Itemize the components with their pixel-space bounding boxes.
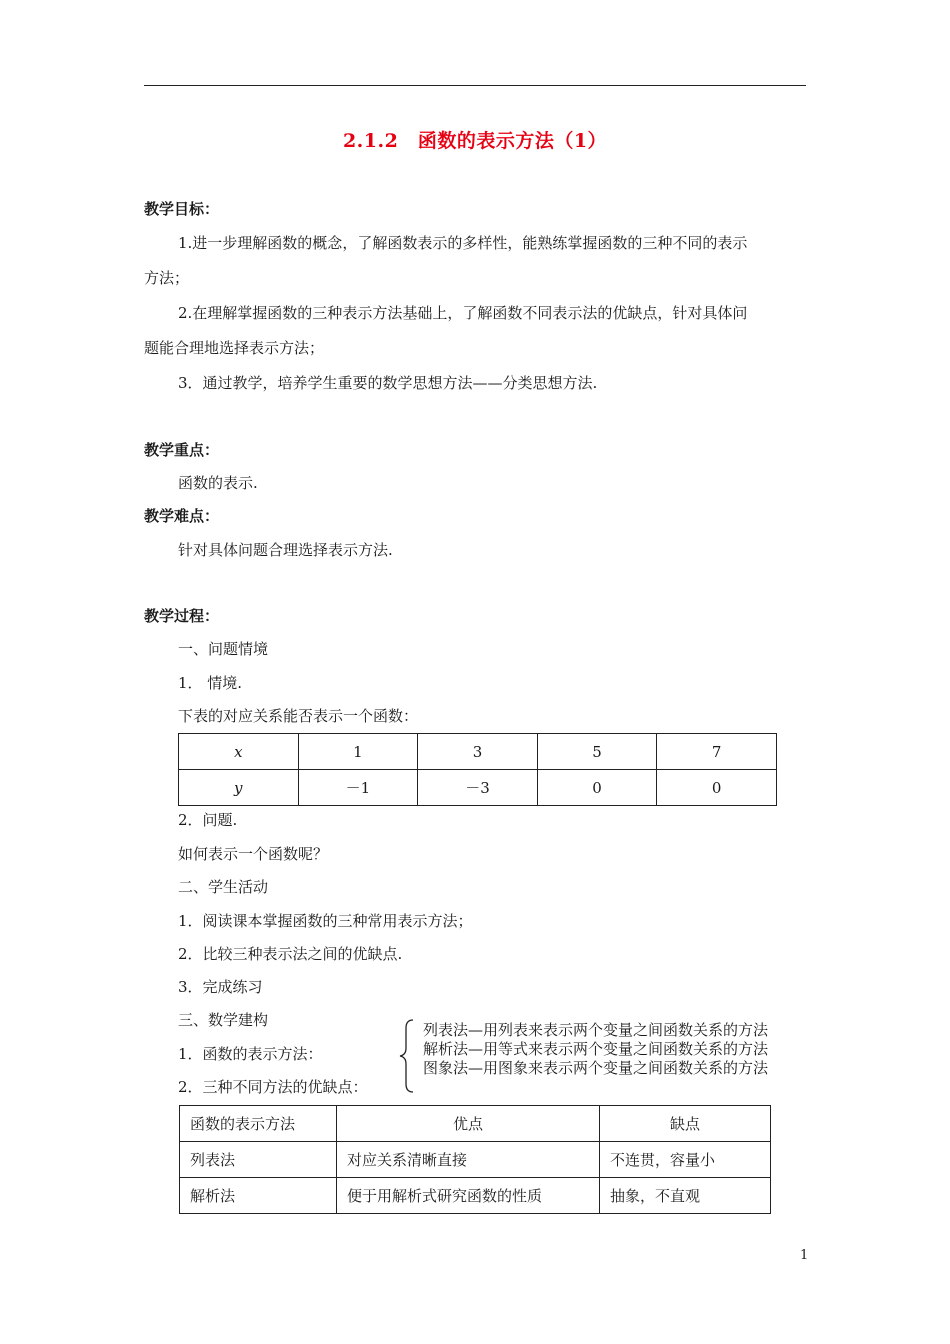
section-2-item-3: 3．完成练习 [178,978,263,996]
x-label: x [179,734,299,770]
table-cell: 解析法 [180,1178,337,1214]
section-1-item-2-question: 如何表示一个函数呢？ [178,845,329,863]
table-row [180,1106,771,1142]
brace-icon [398,1018,416,1094]
difficulty-heading: 教学难点： [144,507,220,525]
header-method: 函数的表示方法 [180,1106,337,1142]
y-value: －3 [418,770,538,806]
section-3-item-1: 1．函数的表示方法： [178,1045,323,1063]
process-heading: 教学过程： [144,607,220,625]
header-pros: 优点 [337,1106,600,1142]
section-3-item-2: 2．三种不同方法的优缺点： [178,1078,368,1096]
goals-heading: 教学目标： [144,200,220,218]
x-value: 5 [537,734,657,770]
table-row [180,1178,771,1214]
goal-3: 3．通过教学，培养学生重要的数学思想方法——分类思想方法. [178,374,598,392]
page-number: 1 [800,1248,809,1263]
key-text: 函数的表示. [178,474,258,492]
table-cell: 抽象，不直观 [600,1178,771,1214]
goal-1-line-1: 1.进一步理解函数的概念，了解函数表示的多样性，能熟练掌握函数的三种不同的表示 [178,234,748,252]
y-label: y [179,770,299,806]
table-cell: 对应关系清晰直接 [337,1142,600,1178]
table-row [180,1142,771,1178]
method-list-table: 列表法—用列表来表示两个变量之间函数关系的方法 [423,1021,769,1039]
y-value: 0 [537,770,657,806]
table-cell: 便于用解析式研究函数的性质 [337,1178,600,1214]
y-value: 0 [657,770,777,806]
method-graph: 图象法—用图象来表示两个变量之间函数关系的方法 [423,1059,769,1077]
x-value: 7 [657,734,777,770]
table-row [179,734,777,770]
table-cell: 列表法 [180,1142,337,1178]
section-1-question: 下表的对应关系能否表示一个函数： [178,707,419,725]
section-3-title: 三、数学建构 [178,1011,269,1029]
goal-2-line-2: 题能合理地选择表示方法； [144,339,325,357]
header-cons: 缺点 [600,1106,771,1142]
page-title: 2.1.2 函数的表示方法（1） [342,130,608,152]
goal-2-line-1: 2.在理解掌握函数的三种表示方法基础上，了解函数不同表示法的优缺点，针对具体问 [178,304,748,322]
section-2-title: 二、学生活动 [178,878,269,896]
x-value: 1 [298,734,418,770]
section-1-item-1: 1． 情境. [178,674,243,692]
section-1-title: 一、问题情境 [178,640,269,658]
goal-1-line-2: 方法； [144,269,190,287]
key-heading: 教学重点： [144,441,220,459]
difficulty-text: 针对具体问题合理选择表示方法. [178,541,393,559]
section-1-item-2: 2．问题. [178,811,238,829]
table-cell: 不连贯，容量小 [600,1142,771,1178]
correspondence-table [178,733,777,806]
pros-cons-table [179,1105,771,1214]
x-value: 3 [418,734,538,770]
section-2-item-2: 2．比较三种表示法之间的优缺点. [178,945,403,963]
table-row [179,770,777,806]
y-value: －1 [298,770,418,806]
header-rule [144,85,806,86]
section-2-item-1: 1．阅读课本掌握函数的三种常用表示方法； [178,912,473,930]
method-analytic: 解析法—用等式来表示两个变量之间函数关系的方法 [423,1040,769,1058]
